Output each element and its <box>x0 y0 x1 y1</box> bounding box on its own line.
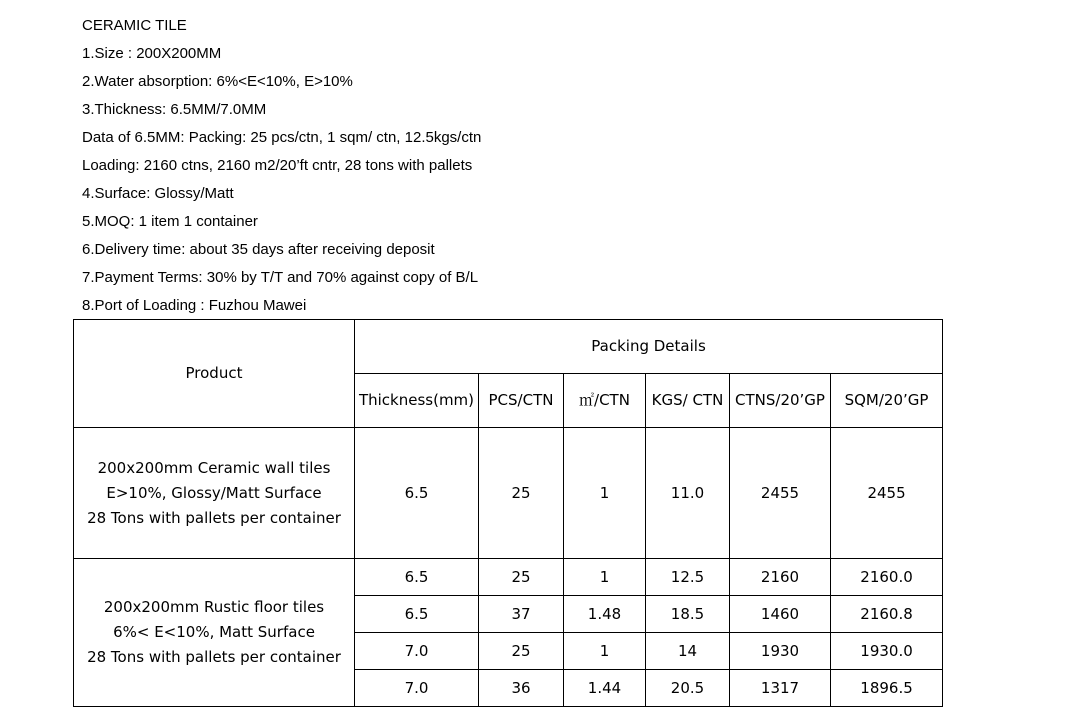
table-cell: 6.5 <box>355 559 479 596</box>
product-name: 200x200mm Ceramic wall tiles <box>97 458 331 477</box>
column-header: PCS/CTN <box>479 374 564 428</box>
spec-title: CERAMIC TILE <box>82 17 187 34</box>
table-cell: 2160.8 <box>831 596 943 633</box>
table-cell: 1.48 <box>564 596 646 633</box>
column-header: ㎡/CTN <box>564 374 646 428</box>
table-cell: 1 <box>564 428 646 559</box>
table-cell: 1 <box>564 559 646 596</box>
spec-surface: 4.Surface: Glossy/Matt <box>82 185 234 202</box>
table-cell: 25 <box>479 428 564 559</box>
table-cell: 6.5 <box>355 428 479 559</box>
product-cell <box>74 428 355 559</box>
table-cell: 1 <box>564 633 646 670</box>
table-cell: 2160.0 <box>831 559 943 596</box>
spec-delivery-time: 6.Delivery time: about 35 days after receiving deposit <box>82 241 435 258</box>
table-cell: 1930 <box>730 633 831 670</box>
spec-thickness: 3.Thickness: 6.5MM/7.0MM <box>82 101 267 118</box>
spec-packing-data: Data of 6.5MM: Packing: 25 pcs/ctn, 1 sqm/ ctn, 12.5kgs/ctn <box>82 129 482 146</box>
table-cell: 25 <box>479 559 564 596</box>
table-cell: 37 <box>479 596 564 633</box>
product-spec: 6%< E<10%, Matt Surface <box>113 623 315 641</box>
product-header: Product <box>74 320 355 428</box>
table-cell: 11.0 <box>646 428 730 559</box>
table-cell: 1.44 <box>564 670 646 707</box>
table-cell: 2455 <box>730 428 831 559</box>
table-cell: 2455 <box>831 428 943 559</box>
product-cell <box>74 559 355 707</box>
table-row <box>74 559 943 596</box>
spec-port-of-loading: 8.Port of Loading : Fuzhou Mawei <box>82 297 307 314</box>
table-row <box>74 428 943 559</box>
spec-payment-terms: 7.Payment Terms: 30% by T/T and 70% against copy of B/L <box>82 269 479 286</box>
column-header: Thickness(mm) <box>355 374 479 428</box>
table-cell: 1930.0 <box>831 633 943 670</box>
spec-list <box>82 12 481 320</box>
table-cell: 1460 <box>730 596 831 633</box>
table-cell: 7.0 <box>355 670 479 707</box>
table-cell: 20.5 <box>646 670 730 707</box>
packing-table <box>73 319 943 707</box>
table-cell: 12.5 <box>646 559 730 596</box>
spec-moq: 5.MOQ: 1 item 1 container <box>82 213 258 230</box>
product-load: 28 Tons with pallets per container <box>87 508 341 527</box>
table-cell: 18.5 <box>646 596 730 633</box>
packing-details-header: Packing Details <box>355 320 943 374</box>
table-cell: 36 <box>479 670 564 707</box>
table-cell: 1896.5 <box>831 670 943 707</box>
table-cell: 7.0 <box>355 633 479 670</box>
product-spec: E>10%, Glossy/Matt Surface <box>106 483 322 502</box>
column-header: SQM/20’GP <box>831 374 943 428</box>
spec-size: 1.Size : 200X200MM <box>82 45 222 62</box>
column-header: KGS/ CTN <box>646 374 730 428</box>
table-cell: 6.5 <box>355 596 479 633</box>
table-cell: 1317 <box>730 670 831 707</box>
table-cell: 14 <box>646 633 730 670</box>
table-cell: 25 <box>479 633 564 670</box>
spec-water-absorption: 2.Water absorption: 6%<E<10%, E>10% <box>82 73 353 90</box>
spec-loading: Loading: 2160 ctns, 2160 m2/20’ft cntr, 28 tons with pallets <box>82 157 473 174</box>
table-cell: 2160 <box>730 559 831 596</box>
column-header: CTNS/20’GP <box>730 374 831 428</box>
product-name: 200x200mm Rustic floor tiles <box>103 598 325 616</box>
product-load: 28 Tons with pallets per container <box>87 648 341 666</box>
